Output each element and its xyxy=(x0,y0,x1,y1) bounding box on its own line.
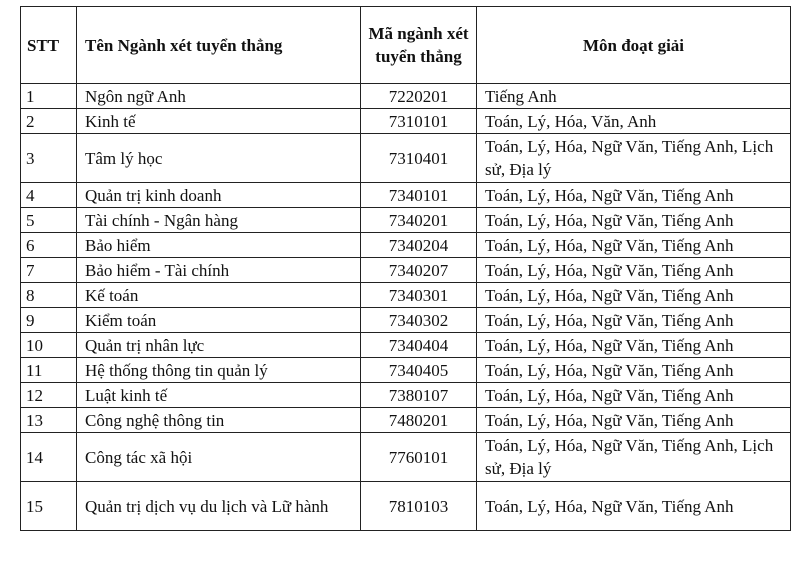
row-stt: 6 xyxy=(21,233,77,258)
header-stt: STT xyxy=(21,7,77,84)
row-major-code: 7310401 xyxy=(361,134,477,183)
row-stt: 13 xyxy=(21,408,77,433)
table-row xyxy=(21,233,791,258)
row-major-code: 7220201 xyxy=(361,84,477,109)
row-stt: 8 xyxy=(21,283,77,308)
table-row xyxy=(21,258,791,283)
row-major-code: 7340301 xyxy=(361,283,477,308)
row-stt: 7 xyxy=(21,258,77,283)
row-major-code: 7340201 xyxy=(361,208,477,233)
row-stt: 12 xyxy=(21,383,77,408)
row-stt: 3 xyxy=(21,134,77,183)
table-row xyxy=(21,383,791,408)
row-subjects: Toán, Lý, Hóa, Văn, Anh xyxy=(477,109,791,134)
row-major-code: 7340101 xyxy=(361,183,477,208)
row-major-code: 7480201 xyxy=(361,408,477,433)
row-subjects: Toán, Lý, Hóa, Ngữ Văn, Tiếng Anh xyxy=(477,308,791,333)
row-subjects: Toán, Lý, Hóa, Ngữ Văn, Tiếng Anh, Lịch sử, Địa lý xyxy=(477,134,791,183)
header-major-name: Tên Ngành xét tuyển thẳng xyxy=(77,7,361,84)
row-major-code: 7310101 xyxy=(361,109,477,134)
row-major-name: Hệ thống thông tin quản lý xyxy=(77,358,361,383)
table-row xyxy=(21,109,791,134)
row-major-name: Quản trị dịch vụ du lịch và Lữ hành xyxy=(77,482,361,531)
table-row xyxy=(21,283,791,308)
row-major-name: Quản trị kinh doanh xyxy=(77,183,361,208)
row-subjects: Toán, Lý, Hóa, Ngữ Văn, Tiếng Anh xyxy=(477,283,791,308)
row-major-code: 7340207 xyxy=(361,258,477,283)
row-stt: 9 xyxy=(21,308,77,333)
row-major-name: Bảo hiểm - Tài chính xyxy=(77,258,361,283)
table-row xyxy=(21,482,791,531)
row-major-name: Công nghệ thông tin xyxy=(77,408,361,433)
table-row xyxy=(21,308,791,333)
row-major-code: 7340302 xyxy=(361,308,477,333)
row-major-name: Công tác xã hội xyxy=(77,433,361,482)
row-major-code: 7340204 xyxy=(361,233,477,258)
table-header-row xyxy=(21,7,791,84)
row-major-code: 7340404 xyxy=(361,333,477,358)
row-stt: 4 xyxy=(21,183,77,208)
row-major-name: Luật kinh tế xyxy=(77,383,361,408)
row-stt: 10 xyxy=(21,333,77,358)
row-major-code: 7810103 xyxy=(361,482,477,531)
row-major-name: Quản trị nhân lực xyxy=(77,333,361,358)
row-subjects: Toán, Lý, Hóa, Ngữ Văn, Tiếng Anh xyxy=(477,383,791,408)
table-row xyxy=(21,84,791,109)
table-row xyxy=(21,408,791,433)
row-subjects: Toán, Lý, Hóa, Ngữ Văn, Tiếng Anh xyxy=(477,358,791,383)
row-major-name: Kinh tế xyxy=(77,109,361,134)
row-stt: 15 xyxy=(21,482,77,531)
header-subjects: Môn đoạt giải xyxy=(477,7,791,84)
row-subjects: Toán, Lý, Hóa, Ngữ Văn, Tiếng Anh xyxy=(477,333,791,358)
row-major-name: Kiểm toán xyxy=(77,308,361,333)
row-major-name: Tâm lý học xyxy=(77,134,361,183)
row-subjects: Toán, Lý, Hóa, Ngữ Văn, Tiếng Anh, Lịch sử, Địa lý xyxy=(477,433,791,482)
row-major-name: Bảo hiểm xyxy=(77,233,361,258)
table-row xyxy=(21,358,791,383)
row-subjects: Tiếng Anh xyxy=(477,84,791,109)
row-subjects: Toán, Lý, Hóa, Ngữ Văn, Tiếng Anh xyxy=(477,408,791,433)
row-subjects: Toán, Lý, Hóa, Ngữ Văn, Tiếng Anh xyxy=(477,208,791,233)
table-row xyxy=(21,183,791,208)
row-subjects: Toán, Lý, Hóa, Ngữ Văn, Tiếng Anh xyxy=(477,482,791,531)
table-row xyxy=(21,333,791,358)
row-major-code: 7760101 xyxy=(361,433,477,482)
row-major-name: Tài chính - Ngân hàng xyxy=(77,208,361,233)
row-stt: 2 xyxy=(21,109,77,134)
header-major-code: Mã ngành xét tuyển thẳng xyxy=(361,7,477,84)
row-major-name: Ngôn ngữ Anh xyxy=(77,84,361,109)
row-major-name: Kế toán xyxy=(77,283,361,308)
row-stt: 14 xyxy=(21,433,77,482)
row-major-code: 7340405 xyxy=(361,358,477,383)
table-row xyxy=(21,208,791,233)
admissions-table xyxy=(20,6,791,531)
table-row xyxy=(21,433,791,482)
row-subjects: Toán, Lý, Hóa, Ngữ Văn, Tiếng Anh xyxy=(477,258,791,283)
row-major-code: 7380107 xyxy=(361,383,477,408)
row-stt: 1 xyxy=(21,84,77,109)
row-stt: 11 xyxy=(21,358,77,383)
row-subjects: Toán, Lý, Hóa, Ngữ Văn, Tiếng Anh xyxy=(477,233,791,258)
row-subjects: Toán, Lý, Hóa, Ngữ Văn, Tiếng Anh xyxy=(477,183,791,208)
table-row xyxy=(21,134,791,183)
row-stt: 5 xyxy=(21,208,77,233)
